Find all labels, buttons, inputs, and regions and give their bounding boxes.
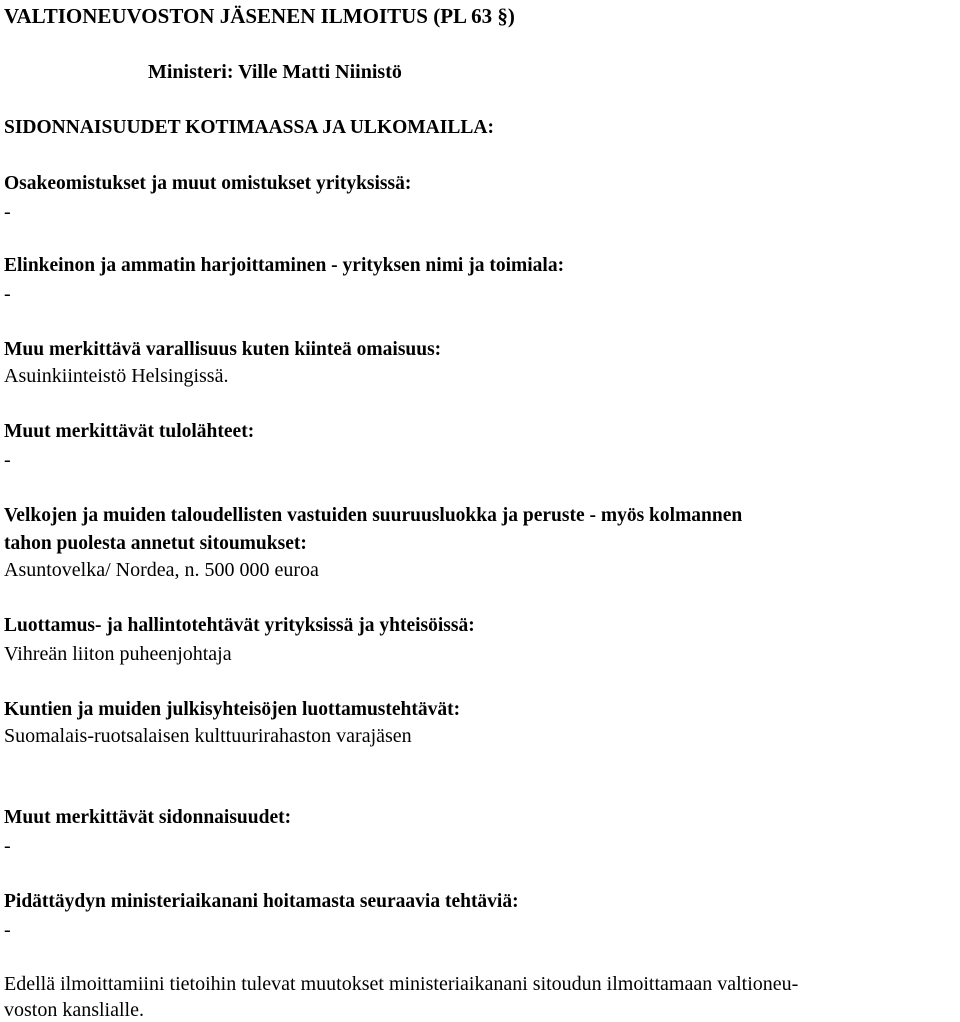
- section-value-assets: Asuinkiinteistö Helsingissä.: [4, 365, 229, 387]
- section-value-income: -: [4, 449, 11, 471]
- section-value-trust-positions: Vihreän liiton puheenjohtaja: [4, 643, 232, 665]
- section-heading-other-ties: Muut merkittävät sidonnaisuudet:: [4, 807, 292, 828]
- section-value-refrained-duties: -: [4, 919, 11, 941]
- document-title: VALTIONEUVOSTON JÄSENEN ILMOITUS (PL 63 §): [4, 4, 515, 28]
- section-value-debts: Asuntovelka/ Nordea, n. 500 000 euroa: [4, 559, 319, 581]
- footer-statement-line2: voston kanslialle.: [4, 999, 144, 1021]
- section-heading-assets: Muu merkittävä varallisuus kuten kiinteä omaisuus:: [4, 339, 442, 360]
- section-heading-shareholdings: Osakeomistukset ja muut omistukset yrityksissä:: [4, 173, 412, 194]
- section-value-shareholdings: -: [4, 201, 11, 223]
- section-header: SIDONNAISUUDET KOTIMAASSA JA ULKOMAILLA:: [4, 117, 494, 138]
- section-heading-refrained-duties: Pidättäydyn ministeriaikanani hoitamasta seuraavia tehtäviä:: [4, 891, 519, 912]
- section-value-other-ties: -: [4, 835, 11, 857]
- section-heading-income: Muut merkittävät tulolähteet:: [4, 421, 255, 442]
- section-heading-debts-line2: tahon puolesta annetut sitoumukset:: [4, 533, 307, 554]
- section-heading-business: Elinkeinon ja ammatin harjoittaminen - yrityksen nimi ja toimiala:: [4, 255, 565, 276]
- section-heading-public-positions: Kuntien ja muiden julkisyhteisöjen luottamustehtävät:: [4, 699, 461, 720]
- section-heading-trust-positions: Luottamus- ja hallintotehtävät yrityksissä ja yhteisöissä:: [4, 615, 475, 636]
- footer-statement-line1: Edellä ilmoittamiini tietoihin tulevat muutokset ministeriaikanani sitoudun ilmoittamaan valtioneu-: [4, 973, 799, 995]
- section-value-public-positions: Suomalais-ruotsalaisen kulttuurirahaston varajäsen: [4, 725, 412, 747]
- minister-name: Ministeri: Ville Matti Niinistö: [148, 61, 402, 83]
- section-value-business: -: [4, 283, 11, 305]
- section-heading-debts-line1: Velkojen ja muiden taloudellisten vastuiden suuruusluokka ja peruste - myös kolmannen: [4, 505, 743, 526]
